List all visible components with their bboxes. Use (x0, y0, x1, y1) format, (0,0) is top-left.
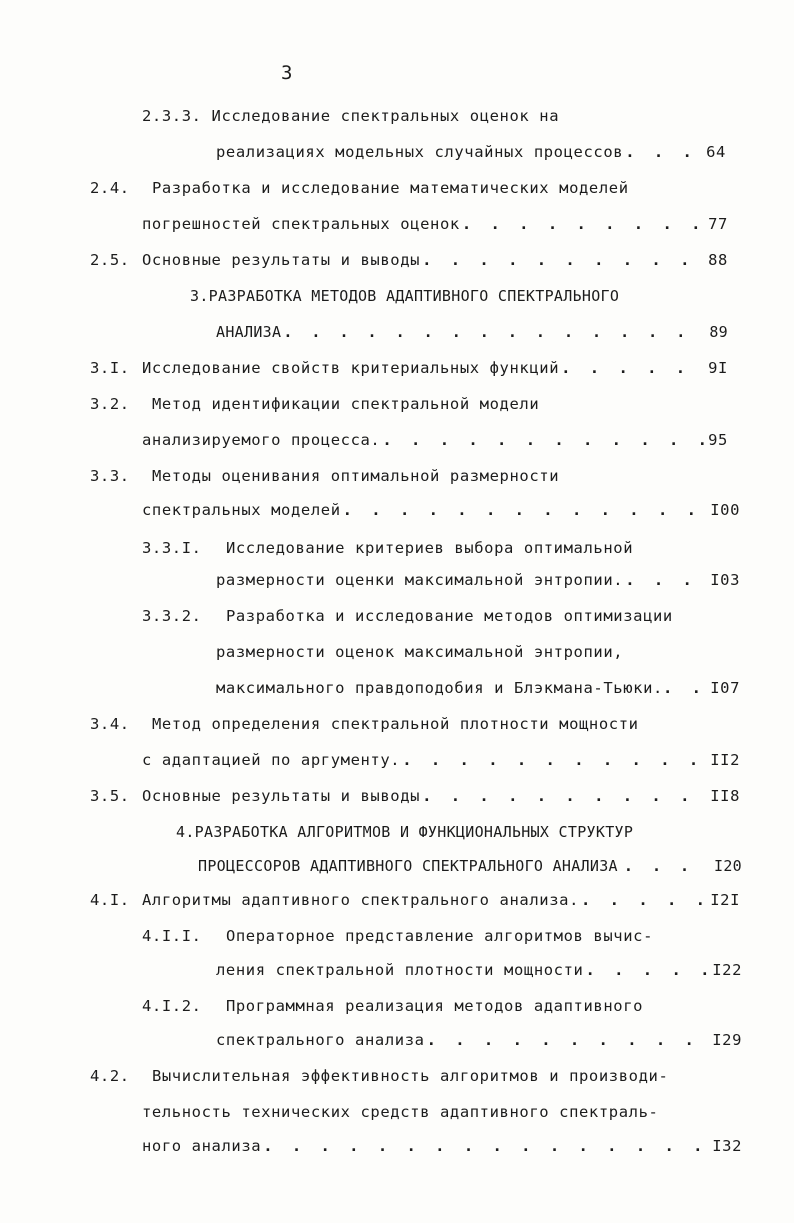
section-number: 4.I.I. (142, 927, 202, 945)
toc-entry (142, 104, 559, 128)
section-title: Метод идентификации спектральной модели (151, 395, 540, 413)
toc-entry (198, 854, 742, 878)
toc-entry (142, 498, 740, 522)
section-title: реализациях модельных случайных процессов (216, 143, 624, 161)
section-title: Метод определения спектральной плотности мощности (151, 715, 639, 733)
section-title: Исследование критериев выбора оптимальной (225, 539, 634, 557)
section-title: Операторное представление алгоритмов вычис- (225, 927, 654, 945)
dot-leader (427, 1028, 709, 1052)
page-ref: I22 (712, 961, 742, 979)
chapter-heading: ПРОЦЕССОРОВ АДАПТИВНОГО СПЕКТРАЛЬНОГО АНАЛИЗА (198, 857, 618, 875)
toc-entry (216, 676, 740, 700)
chapter-heading: 4.РАЗРАБОТКА АЛГОРИТМОВ И ФУНКЦИОНАЛЬНЫХ СТРУКТУР (176, 823, 634, 841)
section-title: Методы оценивания оптимальной размерности (151, 467, 560, 485)
toc-entry (90, 248, 728, 272)
section-title: Вычислительная эффективность алгоритмов и производи- (151, 1067, 669, 1085)
toc-entry (142, 212, 728, 236)
page-ref: I20 (714, 857, 742, 875)
section-title: Разработка и исследование математических моделей (151, 179, 629, 197)
section-title: спектрального анализа (216, 1031, 425, 1049)
page-ref: I2I (710, 891, 740, 909)
section-title: максимального правдоподобия и Блэкмана-Тьюки. (216, 679, 663, 697)
toc-entry (142, 924, 653, 948)
page-ref: 77 (708, 215, 728, 233)
page-ref: I03 (710, 571, 740, 589)
section-title: Алгоритмы адаптивного спектрального анализа. (142, 891, 579, 909)
section-number: 4.I. (90, 891, 130, 909)
page-ref: II2 (710, 751, 740, 769)
toc-entry (142, 748, 740, 772)
page-ref: 95 (708, 431, 728, 449)
toc-entry (216, 568, 740, 592)
toc-entry (142, 604, 673, 628)
section-title: размерности оценок максимальной энтропии, (216, 643, 624, 661)
dot-leader (624, 854, 708, 878)
toc-entry (216, 958, 742, 982)
dot-leader (263, 1134, 708, 1158)
toc-entry (216, 640, 623, 664)
section-title: ления спектральной плотности мощности (216, 961, 584, 979)
page-ref: 89 (709, 323, 728, 341)
page-ref: 88 (708, 251, 728, 269)
section-number: 3.3.2. (142, 607, 202, 625)
section-title: с адаптацией по аргументу. (142, 751, 401, 769)
section-title: погрешностей спектральных оценок (142, 215, 460, 233)
dot-leader (585, 958, 708, 982)
page-ref: I29 (712, 1031, 742, 1049)
dot-leader (625, 568, 706, 592)
page-ref: I32 (712, 1137, 742, 1155)
section-number: 2.5. (90, 251, 130, 269)
section-number: 3.3.I. (142, 539, 202, 557)
section-title: анализируемого процесса. (142, 431, 381, 449)
section-number: 3.3. (90, 467, 130, 485)
dot-leader (422, 784, 706, 808)
dot-leader (343, 498, 707, 522)
section-number: 3.5. (90, 787, 130, 805)
toc-entry (90, 888, 740, 912)
dot-leader (561, 356, 704, 380)
page-ref: 9I (708, 359, 728, 377)
section-title: Программная реализация методов адаптивного (225, 997, 644, 1015)
section-number: 4.I.2. (142, 997, 202, 1015)
toc-entry (216, 320, 728, 344)
section-title: Основные результаты и выводы (142, 787, 421, 805)
section-title: тельность технических средств адаптивного спектраль- (142, 1103, 659, 1121)
section-number: 4.2. (90, 1067, 130, 1085)
toc-entry (216, 1028, 742, 1052)
page-ref: II8 (710, 787, 740, 805)
chapter-heading: АНАЛИЗА (216, 323, 282, 341)
toc-entry (90, 464, 559, 488)
toc-entry (142, 428, 728, 452)
chapter-heading: 3.РАЗРАБОТКА МЕТОДОВ АДАПТИВНОГО СПЕКТРАЛЬНОГО (190, 287, 620, 305)
toc-entry (142, 1100, 658, 1124)
section-title: размерности оценки максимальной энтропии. (216, 571, 624, 589)
section-number: 3.4. (90, 715, 130, 733)
toc-entry (90, 784, 740, 808)
dot-leader (581, 888, 706, 912)
toc-entry (142, 536, 633, 560)
section-title: Основные результаты и выводы (142, 251, 421, 269)
section-title: Исследование свойств критериальных функций (142, 359, 560, 377)
dot-leader (663, 676, 710, 700)
dot-leader (382, 428, 704, 452)
section-number: 3.2. (90, 395, 130, 413)
section-number: 2.4. (90, 179, 130, 197)
toc-entry (142, 994, 643, 1018)
toc-entry (90, 356, 728, 380)
dot-leader (462, 212, 704, 236)
toc-entry (90, 1064, 668, 1088)
toc-entry (90, 392, 539, 416)
toc-entry (142, 1134, 742, 1158)
page-ref: I07 (710, 679, 740, 697)
section-title: Разработка и исследование методов оптимизации (225, 607, 673, 625)
section-number: 2.3.3. (142, 107, 202, 125)
dot-leader (283, 320, 705, 344)
dot-leader (422, 248, 704, 272)
toc-entry (216, 140, 726, 164)
page-ref: I00 (710, 501, 740, 519)
page-ref: 64 (706, 143, 726, 161)
dot-leader (625, 140, 702, 164)
section-title: спектральных моделей (142, 501, 341, 519)
toc-entry (90, 176, 629, 200)
section-number: 3.I. (90, 359, 130, 377)
toc-entry (90, 712, 639, 736)
dot-leader (402, 748, 706, 772)
page-number: 3 (281, 62, 294, 84)
section-title: ного анализа (142, 1137, 262, 1155)
section-title: Исследование спектральных оценок на (211, 107, 560, 125)
